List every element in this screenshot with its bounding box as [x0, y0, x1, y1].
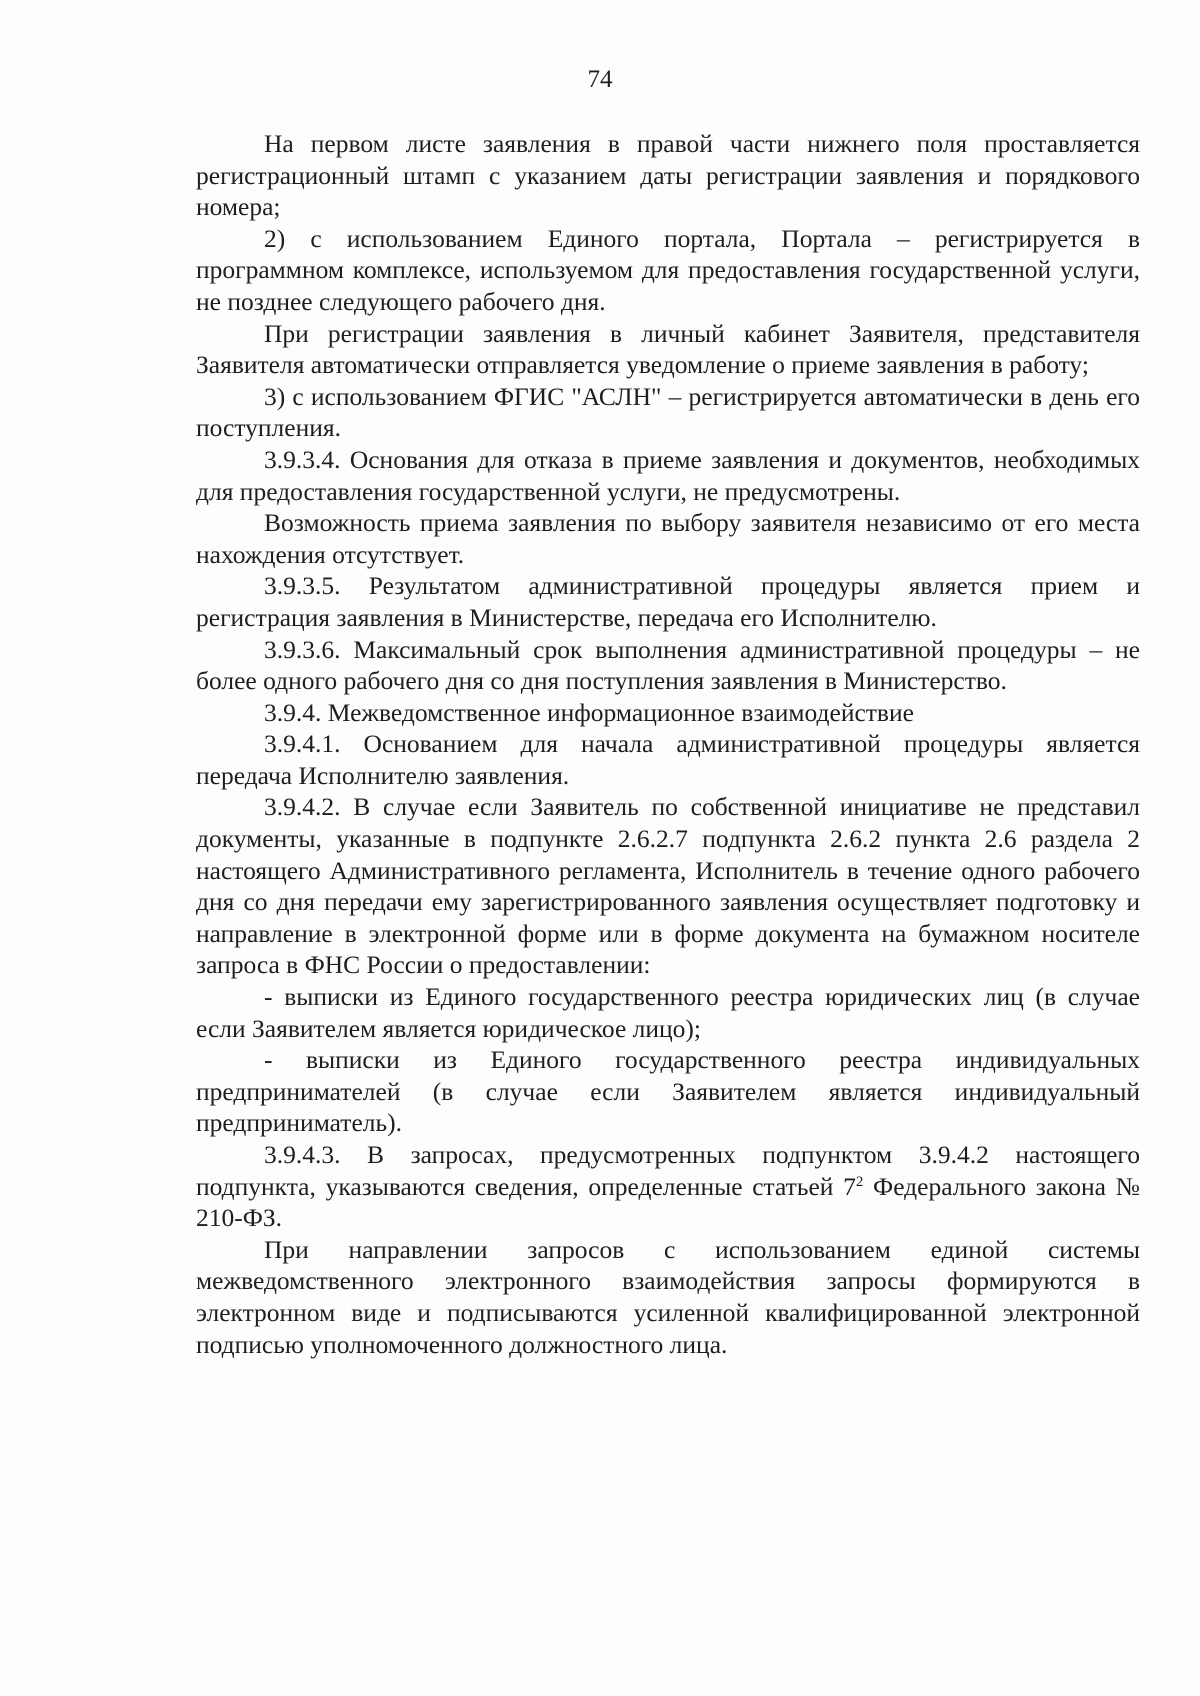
paragraph: 3.9.3.5. Результатом административной процедуры является прием и регистрация заявления в Министерстве, передача его Исполнителю. [196, 571, 1140, 632]
paragraph-text-after: Федерального закона № 210-ФЗ. [196, 1171, 1140, 1233]
list-item: - выписки из Единого государственного реестра индивидуальных предпринимателей (в случае если Заявителем является индивидуальный предприниматель). [196, 1045, 1140, 1138]
paragraph: 3.9.3.4. Основания для отказа в приеме заявления и документов, необходимых для предоставления государственной услуги, не предусмотрены. [196, 444, 1140, 506]
section-heading: 3.9.4. Межведомственное информационное взаимодействие [264, 697, 914, 727]
paragraph: 3.9.4.2. В случае если Заявитель по собственной инициативе не представил документы, указанные в подпункте 2.6.2.7 подпункта 2.6.2 пункта 2.6 раздела 2 настоящего Административного регламента, Исполнитель в течение одного рабочего дня со дня передачи ему зарегистрированного заявления осуществляет подготовку и направление в электронной форме или в форме документа на бумажном носителе запроса в ФНС России о предоставлении: [196, 792, 1140, 980]
paragraph: 3.9.4.1. Основанием для начала административной процедуры является передача Исполнителю заявления. [196, 729, 1140, 790]
paragraph-text-before: 3.9.4.3. В запросах, предусмотренных подпунктом 3.9.4.2 настоящего подпункта, указываются сведения, определенные статьей 7 [196, 1140, 1140, 1201]
paragraph: При регистрации заявления в личный кабинет Заявителя, представителя Заявителя автоматически отправляется уведомление о приеме заявления в работу; [196, 318, 1140, 380]
list-item: - выписки из Единого государственного реестра юридических лиц (в случае если Заявителем является юридическое лицо); [196, 982, 1140, 1043]
superscript: 2 [855, 1173, 864, 1190]
paragraph: Возможность приема заявления по выбору заявителя независимо от его места нахождения отсутствует. [196, 508, 1140, 569]
paragraph: 2) с использованием Единого портала, Портала – регистрируется в программном комплексе, используемом для предоставления государственной услуги, не позднее следующего рабочего дня. [196, 223, 1140, 316]
document-body [196, 128, 1140, 1360]
paragraph: На первом листе заявления в правой части нижнего поля проставляется регистрационный штамп с указанием даты регистрации заявления и порядкового номера; [196, 129, 1140, 222]
page-number: 74 [587, 66, 613, 93]
paragraph: 3) с использованием ФГИС "АСЛН" – регистрируется автоматически в день его поступления. [196, 381, 1140, 443]
paragraph: При направлении запросов с использованием единой системы межведомственного электронного взаимодействия запросы формируются в электронном виде и подписываются усиленной квалифицированной электронной подписью уполномоченного должностного лица. [196, 1234, 1140, 1359]
paragraph: 3.9.3.6. Максимальный срок выполнения административной процедуры – не более одного рабочего дня со дня поступления заявления в Министерство. [196, 634, 1140, 696]
paragraph [196, 1139, 1140, 1234]
